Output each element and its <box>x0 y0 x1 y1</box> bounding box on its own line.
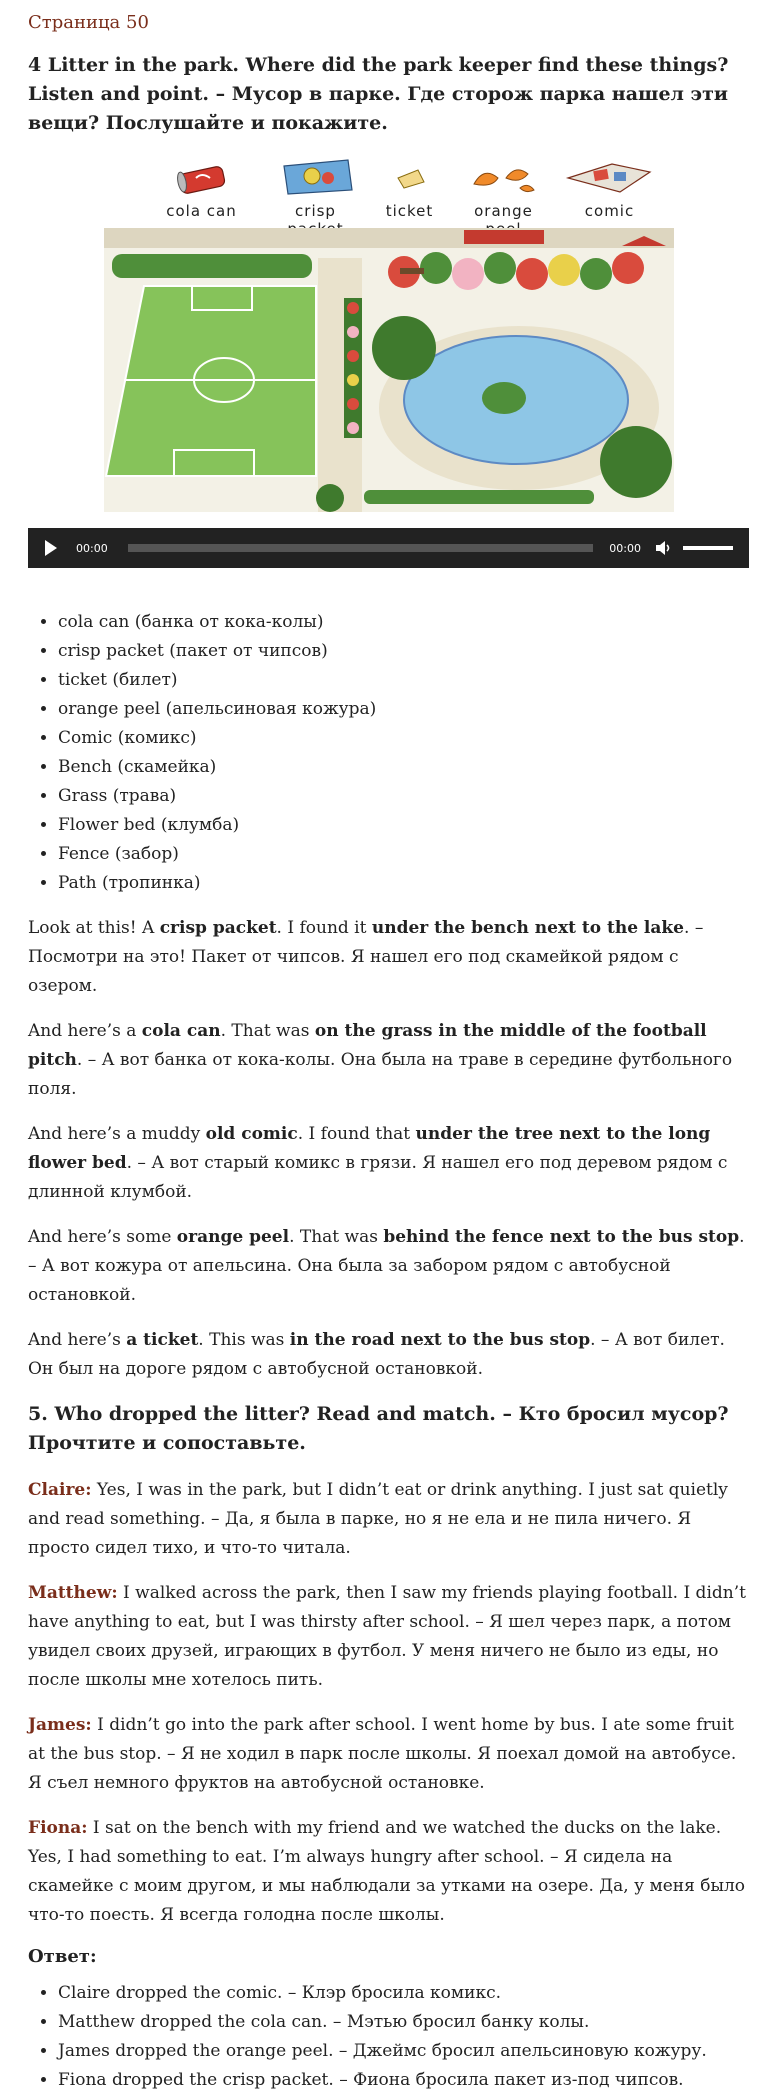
flower-bed <box>344 298 362 438</box>
litter-item-cola-can <box>152 156 252 220</box>
tree <box>600 426 672 498</box>
list-item: • ticket (билет) <box>58 666 749 695</box>
found-paragraph: And here’s a cola can. That was on the grass in the middle of the football pitch. – А вот банка от кока-колы. Она была на траве в середине футбольного поля. <box>28 1021 733 1099</box>
ticket-icon <box>360 156 460 198</box>
litter-item-orange-peel <box>454 156 554 220</box>
found-paragraph: Look at this! A crisp packet. I found it under the bench next to the lake. – Посмотри на это! Пакет от чипсов. Я нашел его под скамейкой рядом с озером. <box>28 918 704 996</box>
task-5-heading: 5. Who dropped the litter? Read and match. – Кто бросил мусор? Прочтите и сопоставьте. <box>28 1403 729 1454</box>
vocab-list <box>28 608 749 898</box>
item-label: cola can <box>166 202 237 220</box>
statement-matthew: Matthew: I walked across the park, then I saw my friends playing football. I didn’t have anything to eat, but I was thirsty after school. – Я шел через парк, а потом увидел своих друзей, играющих в футбол. У меня ничего не было из еды, но после школы мне хотелось пить. <box>28 1583 746 1690</box>
statement-claire: Claire: Yes, I was in the park, but I didn’t eat or drink anything. I just sat quietly and read something. – Да, я была в парке, но я не ела и не пила ничего. Я просто сидел тихо, и что-то читала. <box>28 1480 728 1558</box>
item-label: comic <box>584 202 635 220</box>
crisp-packet-icon <box>266 156 366 198</box>
item-label: crisp <box>295 202 336 220</box>
item-label: orange <box>474 202 533 220</box>
statement-fiona: Fiona: I sat on the bench with my friend and we watched the ducks on the lake. Yes, I had something to eat. I’m always hungry after school. – Я сидела на скамейке с моим другом, и мы наблюдали за утками на озере. Да, у меня было что-то поесть. Я всегда голодна после школы. <box>28 1818 746 1925</box>
play-icon[interactable] <box>44 539 58 557</box>
found-paragraph: And here’s some orange peel. That was behind the fence next to the bus stop. – А вот кожура от апельсина. Она была за забором рядом с автобусной остановкой. <box>28 1227 745 1305</box>
list-item: • cola can (банка от кока-колы) <box>58 608 749 637</box>
litter-items-row <box>104 156 674 228</box>
current-time: 00:00 <box>76 541 108 555</box>
list-item: • Grass (трава) <box>58 782 749 811</box>
list-item: • Flower bed (клумба) <box>58 811 749 840</box>
list-item: • Bench (скамейка) <box>58 753 749 782</box>
volume-slider[interactable] <box>683 546 733 550</box>
litter-item-crisp-packet <box>266 156 366 220</box>
comic-icon <box>560 156 660 198</box>
found-paragraph: And here’s a muddy old comic. I found that under the tree next to the long flower bed. – А вот старый комикс в грязи. Я нашел его под деревом рядом с длинной клумбой. <box>28 1124 728 1202</box>
list-item: • Claire dropped the comic. – Клэр бросила комикс. <box>58 1979 749 2008</box>
found-paragraph: And here’s a ticket. This was in the road next to the bus stop. – А вот билет. Он был на дороге рядом с автобусной остановкой. <box>28 1330 725 1379</box>
list-item: • Comic (комикс) <box>58 724 749 753</box>
page-label: Страница 50 <box>28 12 149 33</box>
litter-item-comic <box>560 156 660 220</box>
list-item: • orange peel (апельсиновая кожура) <box>58 695 749 724</box>
list-item: • Fence (забор) <box>58 840 749 869</box>
tree <box>316 484 344 512</box>
list-item: • Path (тропинка) <box>58 869 749 898</box>
answer-heading: Ответ: <box>28 1946 97 1967</box>
orange-peel-icon <box>454 156 554 198</box>
item-label: ticket <box>385 202 434 220</box>
island <box>482 382 526 414</box>
cola-can-icon <box>152 156 252 198</box>
volume-icon[interactable] <box>655 539 673 557</box>
list-item: • Fiona dropped the crisp packet. – Фиона бросила пакет из-под чипсов. <box>58 2066 749 2095</box>
fence <box>104 228 674 248</box>
park-illustration <box>104 156 674 516</box>
football-pitch <box>106 286 316 476</box>
answer-list <box>28 1979 749 2095</box>
park-map <box>104 228 674 512</box>
tree <box>372 316 436 380</box>
statement-james: James: I didn’t go into the park after school. I went home by bus. I ate some fruit at the bus stop. – Я не ходил в парк после школы. Я поехал домой на автобусе. Я съел немного фруктов на автобусной остановке. <box>28 1715 737 1793</box>
task-4-heading: 4 Litter in the park. Where did the park keeper find these things? Listen and point. – Мусор в парке. Где сторож парка нашел эти вещи? Послушайте и покажите. <box>28 54 729 134</box>
audio-progress-bar[interactable] <box>128 544 594 552</box>
audio-player <box>28 528 749 568</box>
bus <box>464 230 544 244</box>
list-item: • Matthew dropped the cola can. – Мэтью бросил банку колы. <box>58 2008 749 2037</box>
list-item: • James dropped the orange peel. – Джеймс бросил апельсиновую кожуру. <box>58 2037 749 2066</box>
bench <box>400 268 424 274</box>
duration: 00:00 <box>609 541 641 555</box>
litter-item-ticket <box>360 156 460 220</box>
list-item: • crisp packet (пакет от чипсов) <box>58 637 749 666</box>
